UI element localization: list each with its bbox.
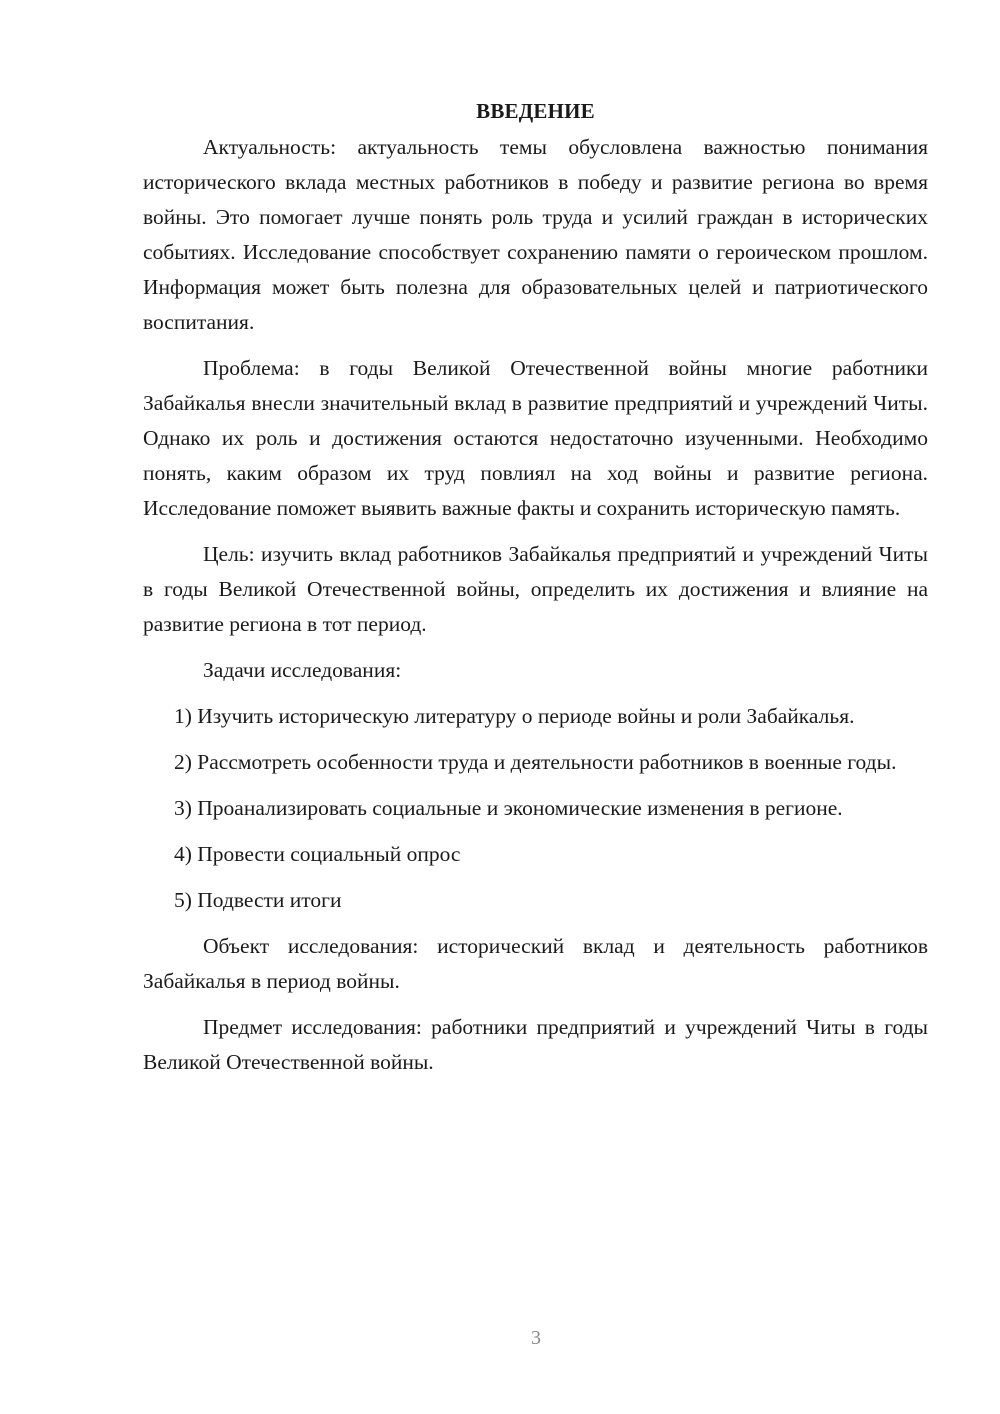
- tasks-list: [143, 699, 928, 918]
- task-item-1: 1) Изучить историческую литературу о периоде войны и роли Забайкалья.: [174, 704, 855, 728]
- document-page: [143, 96, 928, 1091]
- problem-paragraph: Проблема: в годы Великой Отечественной войны многие работники Забайкалья внесли значительный вклад в развитие предприятий и учреждений Читы. Однако их роль и достижения остаются недостаточно изученными. Необходимо понять, каким образом их труд повлиял на ход войны и развитие региона. Исследование поможет выявить важные факты и сохранить историческую память.: [143, 356, 928, 520]
- tasks-heading: Задачи исследования:: [203, 658, 402, 682]
- task-item-3: 3) Проанализировать социальные и экономические изменения в регионе.: [174, 796, 843, 820]
- page-number: 3: [531, 1327, 541, 1349]
- task-item-4: 4) Провести социальный опрос: [174, 842, 461, 866]
- task-item-2: 2) Рассмотреть особенности труда и деятельности работников в военные годы.: [174, 750, 897, 774]
- subject-paragraph: Предмет исследования: работники предприятий и учреждений Читы в годы Великой Отечественной войны.: [143, 1015, 928, 1074]
- relevance-paragraph: Актуальность: актуальность темы обусловлена важностью понимания исторического вклада местных работников в победу и развитие региона во время войны. Это помогает лучше понять роль труда и усилий граждан в исторических событиях. Исследование способствует сохранению памяти о героическом прошлом. Информация может быть полезна для образовательных целей и патриотического воспитания.: [143, 135, 928, 334]
- page-title: ВВЕДЕНИЕ: [476, 99, 595, 123]
- goal-paragraph: Цель: изучить вклад работников Забайкалья предприятий и учреждений Читы в годы Великой Отечественной войны, определить их достижения и влияние на развитие региона в тот период.: [143, 542, 928, 636]
- object-paragraph: Объект исследования: исторический вклад и деятельность работников Забайкалья в период войны.: [143, 934, 928, 993]
- task-item-5: 5) Подвести итоги: [174, 888, 342, 912]
